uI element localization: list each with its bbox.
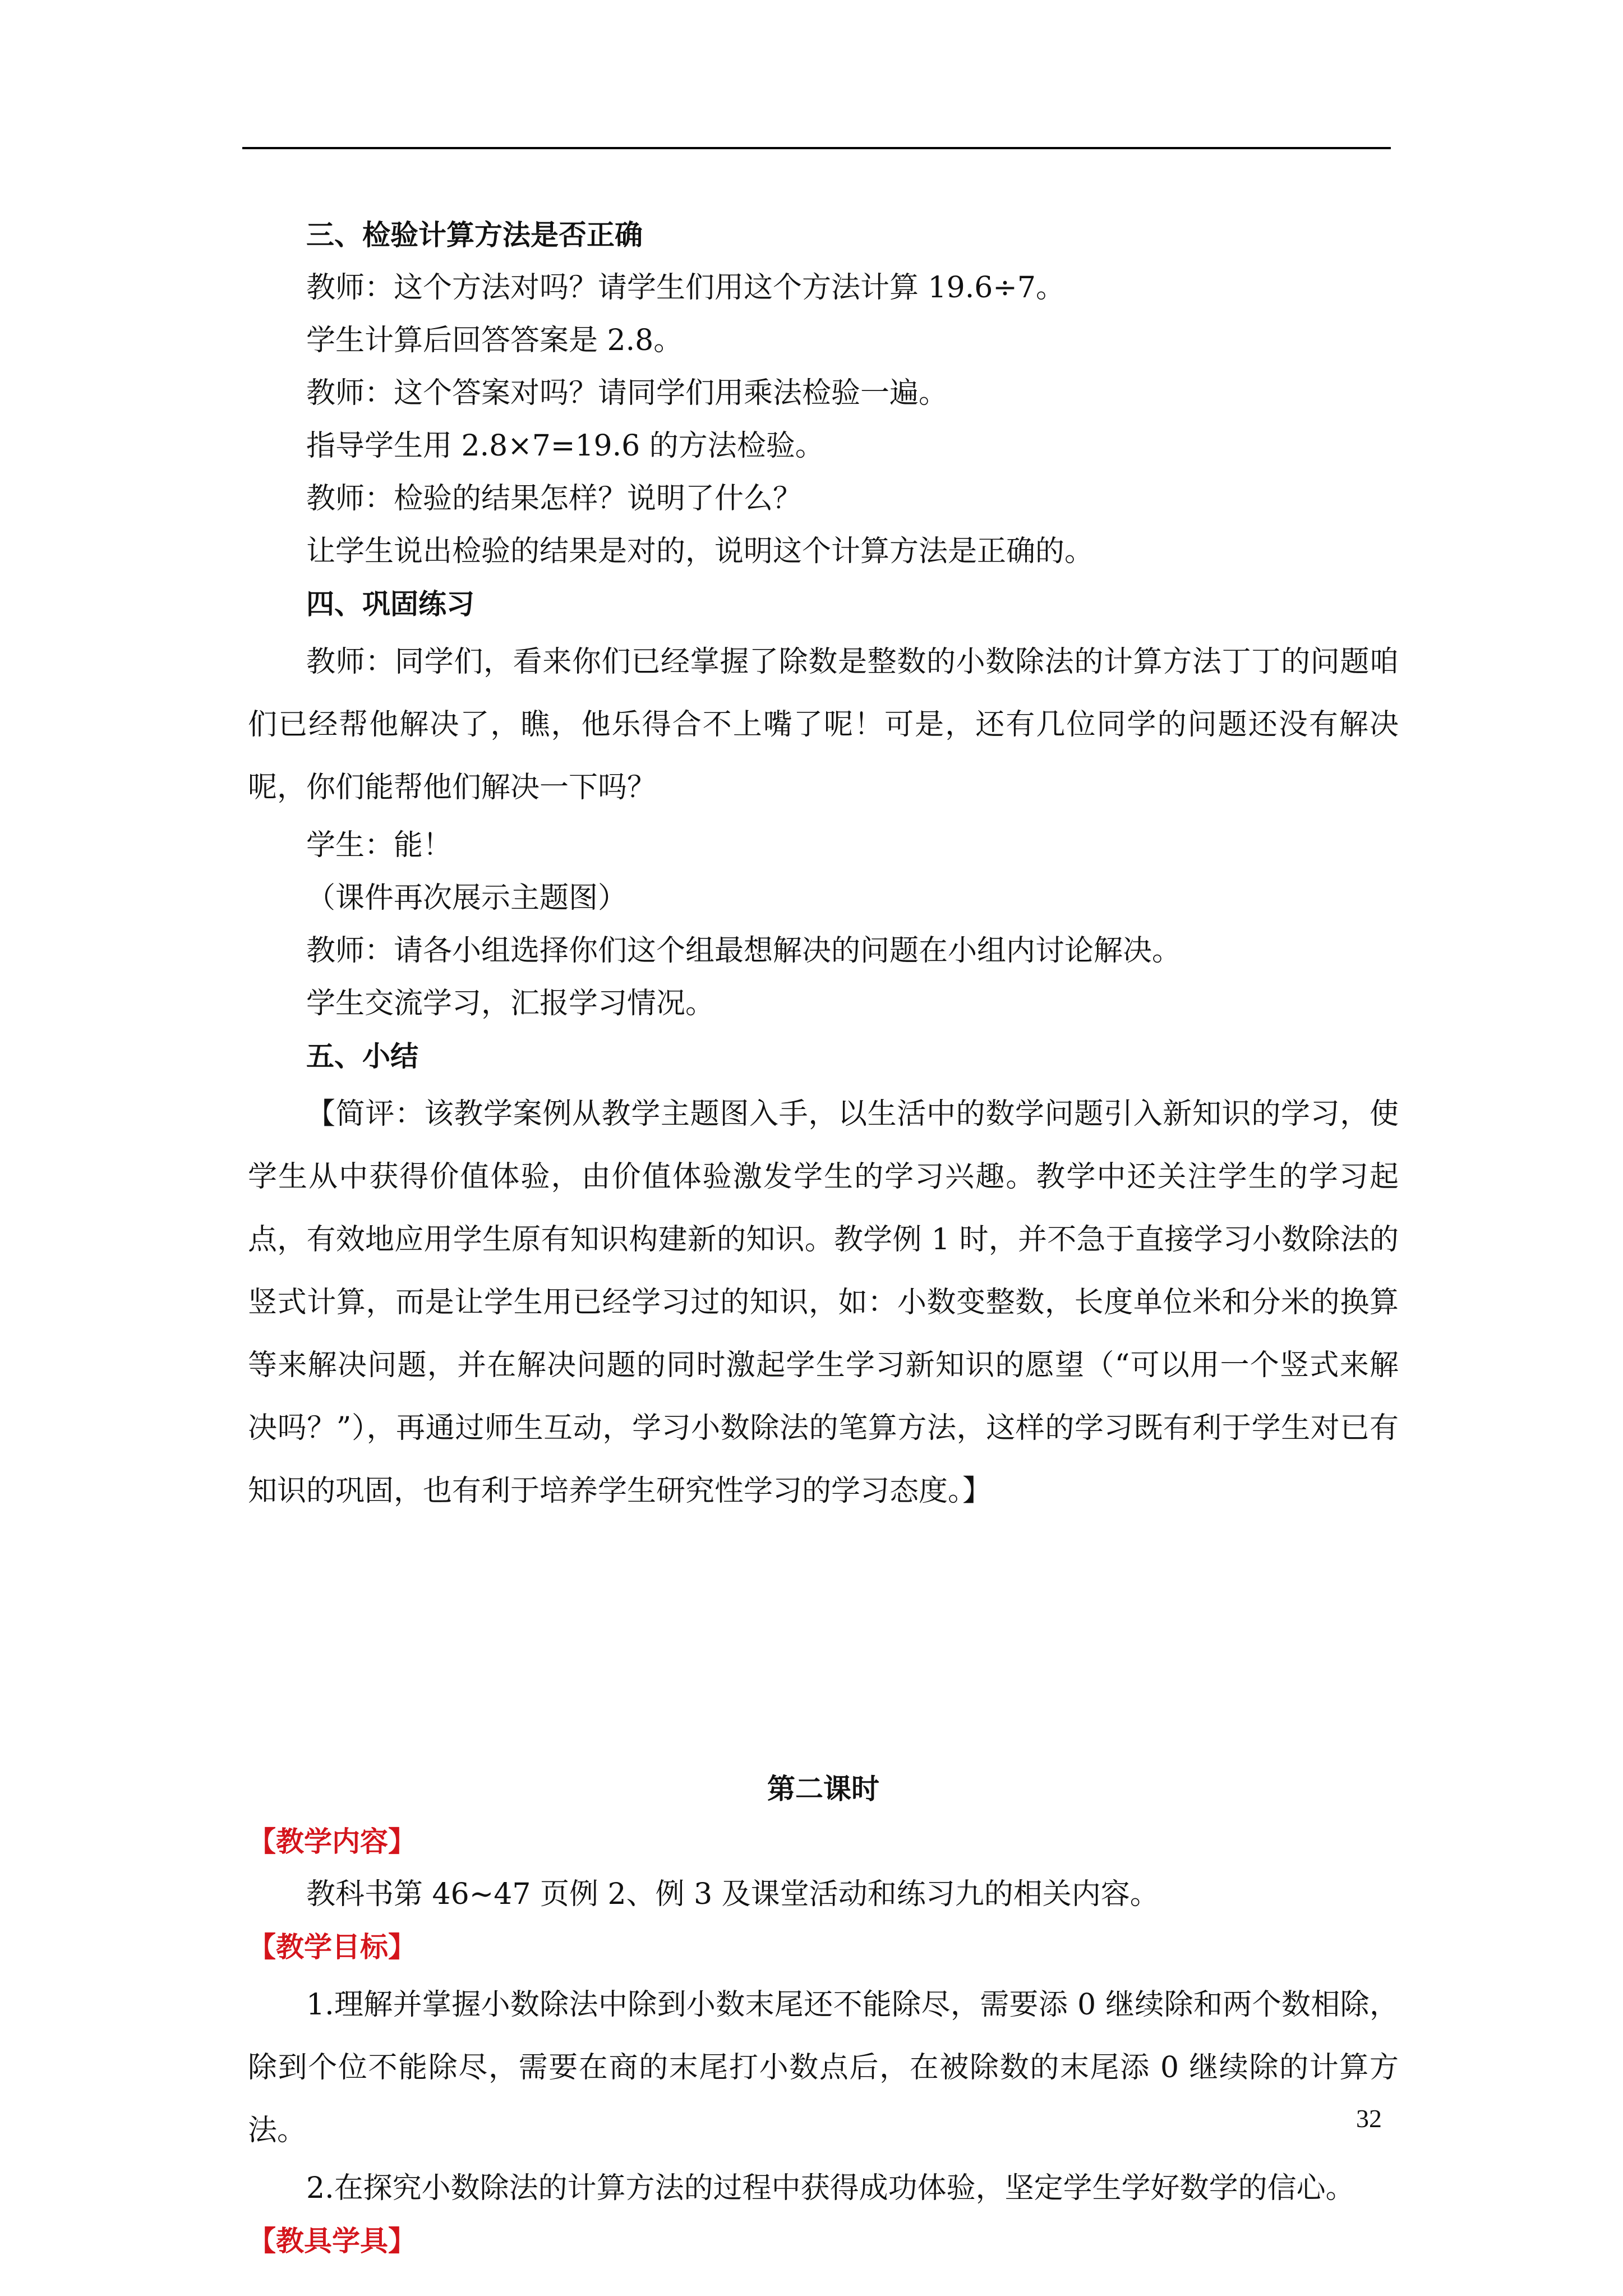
teaching-content-heading: 【教学内容】 [248,1825,416,1858]
section4-line-2: （课件再次展示主题图） [306,881,628,915]
teaching-goal-2: 2.在探究小数除法的计算方法的过程中获得成功体验，坚定学生学好数学的信心。 [306,2171,1355,2205]
section-heading-5: 五、小结 [306,1040,418,1073]
header-rule [242,147,1391,149]
section3-line-3: 教师：这个答案对吗？请同学们用乘法检验一遍。 [306,376,948,410]
section3-line-1: 教师：这个方法对吗？请学生们用这个方法计算 19.6÷7。 [306,271,1065,305]
lesson-title: 第二课时 [767,1773,879,1805]
section3-line-6: 让学生说出检验的结果是对的，说明这个计算方法是正确的。 [306,535,1094,568]
section-heading-3: 三、检验计算方法是否正确 [306,219,643,251]
section4-line-3: 教师：请各小组选择你们这个组最想解决的问题在小组内讨论解决。 [306,934,1182,968]
teaching-goals-heading: 【教学目标】 [248,1931,416,1963]
teaching-tools-heading: 【教具学具】 [248,2225,416,2257]
section3-line-2: 学生计算后回答答案是 2.8。 [306,324,683,357]
teaching-content-text: 教科书第 46~47 页例 2、例 3 及课堂活动和练习九的相关内容。 [306,1878,1159,1911]
teaching-goal-1: 1.理解并掌握小数除法中除到小数末尾还不能除尽，需要添 0 继续除和两个数相除，除到个位不能除尽，需要在商的末尾打小数点后，在被除数的末尾添 0 继续除的计算方法。 [248,1988,1399,2147]
section4-line-4: 学生交流学习，汇报学习情况。 [306,987,715,1020]
section-heading-4: 四、巩固练习 [306,588,474,620]
section4-line-1: 学生：能！ [306,829,453,862]
section4-teacher-paragraph: 教师：同学们，看来你们已经掌握了除数是整数的小数除法的计算方法丁丁的问题咱们已经帮他解决了，瞧，他乐得合不上嘴了呢！可是，还有几位同学的问题还没有解决呢，你们能帮他们解决一下吗？ [248,645,1399,804]
section-spacer [248,1522,1399,1763]
review-paragraph: 【简评：该教学案例从教学主题图入手，以生活中的数学问题引入新知识的学习，使学生从中获得价值体验，由价值体验激发学生的学习兴趣。教学中还关注学生的学习起点，有效地应用学生原有知识构建新的知识。教学例 1 时，并不急于直接学习小数除法的竖式计算，而是让学生用已经学习过的知识，如：小数变整数，长度单位米和分米的换算等来解决问题，并在解决问题的同时激起学生学习新知识的愿望（“可以用一个竖式来解决吗？”），再通过师生互动，学习小数除法的笔算方法，这样的学习既有利于学生对已有知识的巩固，也有利于培养学生研究性学习的学习态度。】 [248,1097,1399,1508]
document-body [248,209,1399,2267]
page-number: 32 [1356,2104,1382,2133]
section3-line-4: 指导学生用 2.8×7=19.6 的方法检验。 [306,429,824,463]
section3-line-5: 教师：检验的结果怎样？说明了什么？ [306,482,803,516]
